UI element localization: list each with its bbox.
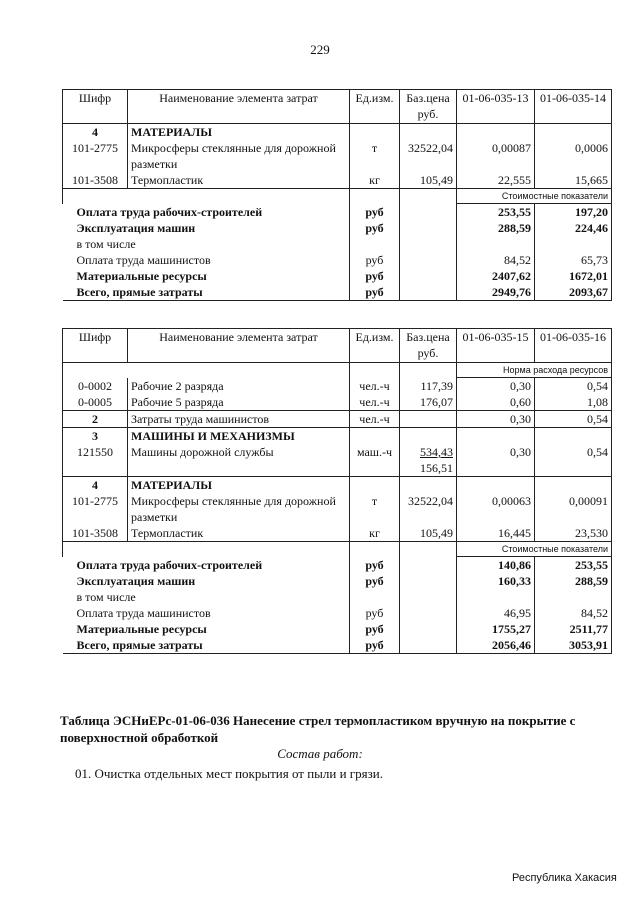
header-col-a: 01-06-035-15 [457, 329, 535, 363]
summary-name: Материальные ресурсы [76, 622, 207, 636]
row-price: 32522,04 [400, 140, 457, 172]
summary-value-b: 288,59 [535, 573, 612, 589]
summary-name: в том числе [76, 237, 136, 251]
summary-row [63, 204, 612, 221]
summary-name: Материальные ресурсы [76, 269, 207, 283]
header-col-a: 01-06-035-13 [457, 90, 535, 124]
summary-name: Эксплуатация машин [76, 221, 196, 235]
header-name: Наименование элемента затрат [128, 329, 350, 363]
summary-value-b: 84,52 [535, 605, 612, 621]
summary-name: Всего, прямые затраты [63, 637, 350, 654]
cost-indicators-label: Стоимостные показатели [457, 189, 612, 204]
header-unit: Ед.изм. [350, 90, 400, 124]
summary-value-b: 253,55 [535, 557, 612, 574]
summary-row [63, 573, 612, 589]
summary-unit: руб [350, 220, 400, 236]
header-price: Баз.цена руб. [400, 90, 457, 124]
summary-unit: руб [350, 204, 400, 221]
row-value-b: 0,54 [535, 444, 612, 477]
page-number: 229 [310, 42, 330, 57]
summary-value-a: 253,55 [457, 204, 535, 221]
row-code: 101-2775 [63, 493, 128, 525]
header-col-b: 01-06-035-16 [535, 329, 612, 363]
row-code: 0-0005 [63, 394, 128, 411]
header-code: Шифр [63, 329, 128, 363]
row-value-a: 0,60 [457, 394, 535, 411]
section-row [63, 124, 612, 141]
cost-indicators-row [63, 189, 612, 204]
summary-value-a: 160,33 [457, 573, 535, 589]
row-code: 101-3508 [63, 172, 128, 189]
summary-value-a: 46,95 [457, 605, 535, 621]
row-unit: чел.-ч [350, 411, 400, 428]
table-row [63, 493, 612, 525]
footer-region: Республика Хакасия [512, 872, 617, 884]
summary-name: Эксплуатация машин [76, 574, 196, 588]
resource-norm-row [63, 363, 612, 378]
row-value-b: 1,08 [535, 394, 612, 411]
row-unit: кг [350, 525, 400, 542]
summary-value-b: 224,46 [535, 220, 612, 236]
row-value-a: 16,445 [457, 525, 535, 542]
summary-value-b: 1672,01 [535, 268, 612, 284]
row-price-primary: 534,43 [420, 445, 453, 459]
summary-row [63, 557, 612, 574]
row-unit: кг [350, 172, 400, 189]
row-price: 105,49 [400, 525, 457, 542]
summary-row [63, 268, 612, 284]
summary-row [63, 589, 612, 605]
summary-row [63, 605, 612, 621]
work-step: 01. Очистка отдельных мест покрытия от пыли и грязи. [75, 766, 383, 781]
section-name: МАТЕРИАЛЫ [128, 477, 350, 494]
summary-row [63, 220, 612, 236]
row-unit: маш.-ч [350, 444, 400, 477]
summary-value-b: 2511,77 [535, 621, 612, 637]
row-unit: т [350, 493, 400, 525]
row-value-b: 0,00091 [535, 493, 612, 525]
summary-value-a: 2056,46 [457, 637, 535, 654]
row-value-b: 23,530 [535, 525, 612, 542]
row-code: 101-3508 [63, 525, 128, 542]
table-row [63, 525, 612, 542]
row-code: 121550 [63, 444, 128, 477]
summary-unit: руб [350, 268, 400, 284]
cost-indicators-label: Стоимостные показатели [457, 542, 612, 557]
header-name: Наименование элемента затрат [128, 90, 350, 124]
row-value-b: 0,54 [535, 378, 612, 395]
row-name: Рабочие 5 разряда [128, 394, 350, 411]
row-value-a: 0,00087 [457, 140, 535, 172]
row-name: Рабочие 2 разряда [128, 378, 350, 395]
summary-value-a: 1755,27 [457, 621, 535, 637]
summary-unit: руб [350, 621, 400, 637]
summary-row [63, 637, 612, 654]
summary-unit: руб [350, 557, 400, 574]
section-name: МАТЕРИАЛЫ [128, 124, 350, 141]
row-price: 105,49 [400, 172, 457, 189]
row-name: Термопластик [128, 172, 350, 189]
header-col-b: 01-06-035-14 [535, 90, 612, 124]
summary-unit: руб [350, 605, 400, 621]
section-name: Затраты труда машинистов [128, 411, 350, 428]
row-unit: чел.-ч [350, 394, 400, 411]
section-row [63, 411, 612, 428]
table-row [63, 378, 612, 395]
summary-value-a: 2407,62 [457, 268, 535, 284]
row-price-secondary: 156,51 [420, 461, 453, 475]
row-code: 0-0002 [63, 378, 128, 395]
row-value-b: 0,0006 [535, 140, 612, 172]
summary-row [63, 284, 612, 301]
section-number: 4 [63, 124, 128, 141]
summary-name: в том числе [76, 590, 136, 604]
header-code: Шифр [63, 90, 128, 124]
row-value-b: 0,54 [535, 411, 612, 428]
section-name: МАШИНЫ И МЕХАНИЗМЫ [128, 428, 350, 445]
summary-name: Всего, прямые затраты [63, 284, 350, 301]
summary-name: Оплата труда рабочих-строителей [76, 204, 263, 219]
header-price: Баз.цена руб. [400, 329, 457, 363]
summary-unit: руб [350, 284, 400, 301]
header-unit: Ед.изм. [350, 329, 400, 363]
section-number: 4 [63, 477, 128, 494]
row-unit: т [350, 140, 400, 172]
section-number: 3 [63, 428, 128, 445]
table-row [63, 444, 612, 477]
summary-value-a: 288,59 [457, 220, 535, 236]
table-title: Таблица ЭСНиЕРс-01-06-036 Нанесение стрел термопластиком вручную на покрытие с поверхностной обработкой [60, 713, 576, 745]
summary-value-b: 3053,91 [535, 637, 612, 654]
summary-value-b: 2093,67 [535, 284, 612, 301]
summary-name: Оплата труда рабочих-строителей [76, 557, 263, 572]
composition-heading: Состав работ: [277, 746, 363, 761]
table-row [63, 140, 612, 172]
summary-name: Оплата труда машинистов [76, 606, 211, 620]
row-value-a: 22,555 [457, 172, 535, 189]
section-row [63, 428, 612, 445]
summary-unit: руб [350, 637, 400, 654]
summary-row [63, 621, 612, 637]
row-name: Машины дорожной службы [128, 444, 350, 477]
section-number: 2 [63, 411, 128, 428]
row-value-a: 0,30 [457, 411, 535, 428]
row-name: Микросферы стеклянные для дорожной разметки [128, 493, 350, 525]
row-name: Термопластик [128, 525, 350, 542]
row-price [400, 444, 457, 477]
summary-row [63, 252, 612, 268]
row-price: 176,07 [400, 394, 457, 411]
row-value-a: 0,30 [457, 378, 535, 395]
summary-unit: руб [350, 252, 400, 268]
row-code: 101-2775 [63, 140, 128, 172]
row-name: Микросферы стеклянные для дорожной разметки [128, 140, 350, 172]
row-price: 117,39 [400, 378, 457, 395]
row-value-a: 0,00063 [457, 493, 535, 525]
summary-value-a: 84,52 [457, 252, 535, 268]
summary-row [63, 236, 612, 252]
summary-value-a: 140,86 [457, 557, 535, 574]
row-value-b: 15,665 [535, 172, 612, 189]
summary-value-b: 65,73 [535, 252, 612, 268]
resource-norm-label: Норма расхода ресурсов [457, 363, 612, 378]
summary-unit: руб [350, 573, 400, 589]
table-row [63, 394, 612, 411]
row-unit: чел.-ч [350, 378, 400, 395]
row-value-a: 0,30 [457, 444, 535, 477]
summary-value-a: 2949,76 [457, 284, 535, 301]
summary-name: Оплата труда машинистов [76, 253, 211, 267]
section-row [63, 477, 612, 494]
cost-indicators-row [63, 542, 612, 557]
row-price: 32522,04 [400, 493, 457, 525]
table-row [63, 172, 612, 189]
norm-table-2 [62, 328, 612, 654]
norm-table-1 [62, 89, 612, 301]
summary-value-b: 197,20 [535, 204, 612, 221]
